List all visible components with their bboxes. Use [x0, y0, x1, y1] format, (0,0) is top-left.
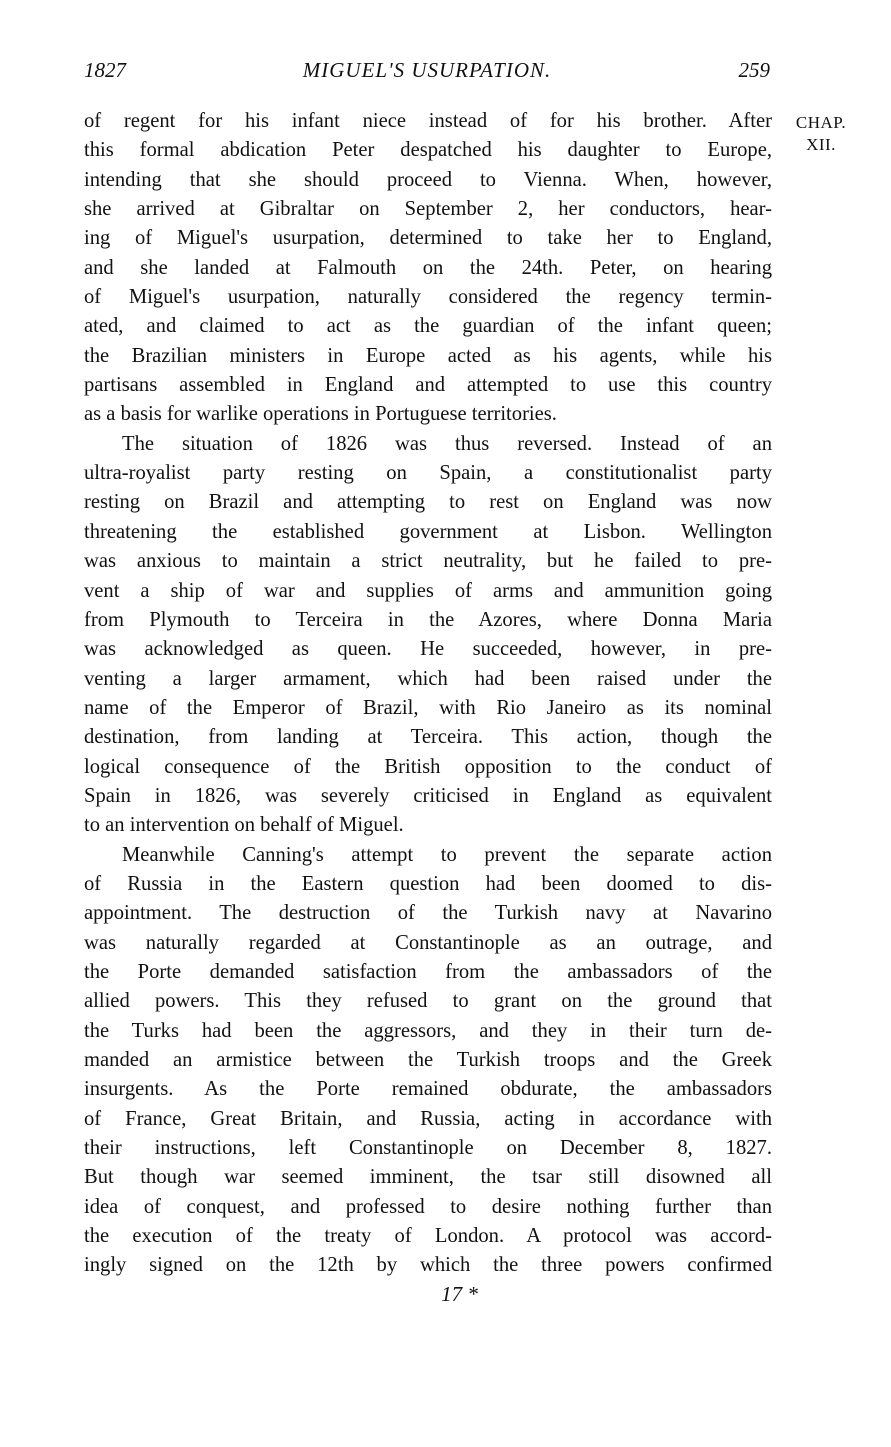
text-line: intending that she should proceed to Vienna. When, however,	[84, 168, 772, 191]
text-line: as a basis for warlike operations in Portuguese territories.	[84, 403, 557, 426]
text-line: vent a ship of war and supplies of arms and ammunition going	[84, 579, 772, 602]
chapter-label: CHAP.	[795, 113, 847, 132]
text-line: of Russia in the Eastern question had been doomed to dis-	[84, 872, 772, 895]
text-line: she arrived at Gibraltar on September 2, her conductors, hear-	[84, 198, 772, 221]
chapter-margin-note	[782, 112, 860, 156]
text-line: the execution of the treaty of London. A protocol was accord-	[84, 1225, 772, 1248]
text-line: of regent for his infant niece instead of for his brother. After	[84, 110, 772, 132]
text-line: appointment. The destruction of the Turkish navy at Navarino	[84, 902, 772, 925]
text-line: the Turks had been the aggressors, and they in their turn de-	[84, 1019, 772, 1042]
paragraph-1	[84, 107, 772, 430]
text-line: destination, from landing at Terceira. This action, though the	[84, 726, 772, 749]
text-line: logical consequence of the British opposition to the conduct of	[84, 755, 772, 778]
text-line: allied powers. This they refused to grant on the ground that	[84, 990, 772, 1013]
running-head	[84, 58, 770, 88]
text-line: manded an armistice between the Turkish troops and the Greek	[84, 1049, 772, 1071]
text-line: their instructions, left Constantinople on December 8, 1827.	[84, 1137, 772, 1160]
text-line: the Brazilian ministers in Europe acted as his agents, while his	[84, 344, 772, 367]
text-line: was naturally regarded at Constantinople as an outrage, and	[84, 931, 772, 954]
text-line: and she landed at Falmouth on the 24th. Peter, on hearing	[84, 256, 772, 279]
text-line: this formal abdication Peter despatched his daughter to Europe,	[84, 139, 772, 162]
text-line: venting a larger armament, which had been raised under the	[84, 667, 772, 690]
text-line: threatening the established government at Lisbon. Wellington	[84, 520, 772, 543]
text-line: Meanwhile Canning's attempt to prevent the separate action	[122, 843, 772, 866]
text-line: name of the Emperor of Brazil, with Rio Janeiro as its nominal	[84, 696, 772, 719]
text-line: to an intervention on behalf of Miguel.	[84, 814, 404, 837]
text-line: of France, Great Britain, and Russia, acting in accordance with	[84, 1107, 772, 1130]
text-line: The situation of 1826 was thus reversed. Instead of an	[122, 432, 772, 455]
text-line: insurgents. As the Porte remained obdurate, the ambassadors	[84, 1078, 772, 1101]
paragraph-2	[84, 430, 772, 841]
running-head-title: MIGUEL'S USURPATION.	[302, 58, 552, 82]
text-line: ing of Miguel's usurpation, determined to take her to England,	[84, 227, 772, 250]
text-line: Spain in 1826, was severely criticised in England as equivalent	[84, 784, 772, 807]
text-line: But though war seemed imminent, the tsar still disowned all	[84, 1166, 772, 1189]
text-line: of Miguel's usurpation, naturally considered the regency termin-	[84, 286, 772, 309]
paragraph-3	[84, 841, 772, 1281]
text-line: idea of conquest, and professed to desire nothing further than	[84, 1195, 772, 1218]
body-text	[84, 107, 772, 1281]
signature-mark: 17 *	[441, 1282, 478, 1306]
text-line: ultra-royalist party resting on Spain, a constitutionalist party	[84, 462, 772, 485]
page-number: 259	[738, 58, 770, 82]
chapter-number: XII.	[806, 135, 836, 154]
text-line: the Porte demanded satisfaction from the ambassadors of the	[84, 960, 772, 983]
text-line: ingly signed on the 12th by which the three powers confirmed	[84, 1254, 772, 1277]
text-line: resting on Brazil and attempting to rest on England was now	[84, 491, 772, 514]
text-line: was acknowledged as queen. He succeeded, however, in pre-	[84, 638, 772, 661]
text-line: from Plymouth to Terceira in the Azores, where Donna Maria	[84, 608, 772, 631]
text-line: was anxious to maintain a strict neutrality, but he failed to pre-	[84, 550, 772, 573]
running-head-year: 1827	[84, 58, 126, 82]
text-line: partisans assembled in England and attempted to use this country	[84, 374, 772, 397]
text-line: ated, and claimed to act as the guardian of the infant queen;	[84, 315, 772, 338]
